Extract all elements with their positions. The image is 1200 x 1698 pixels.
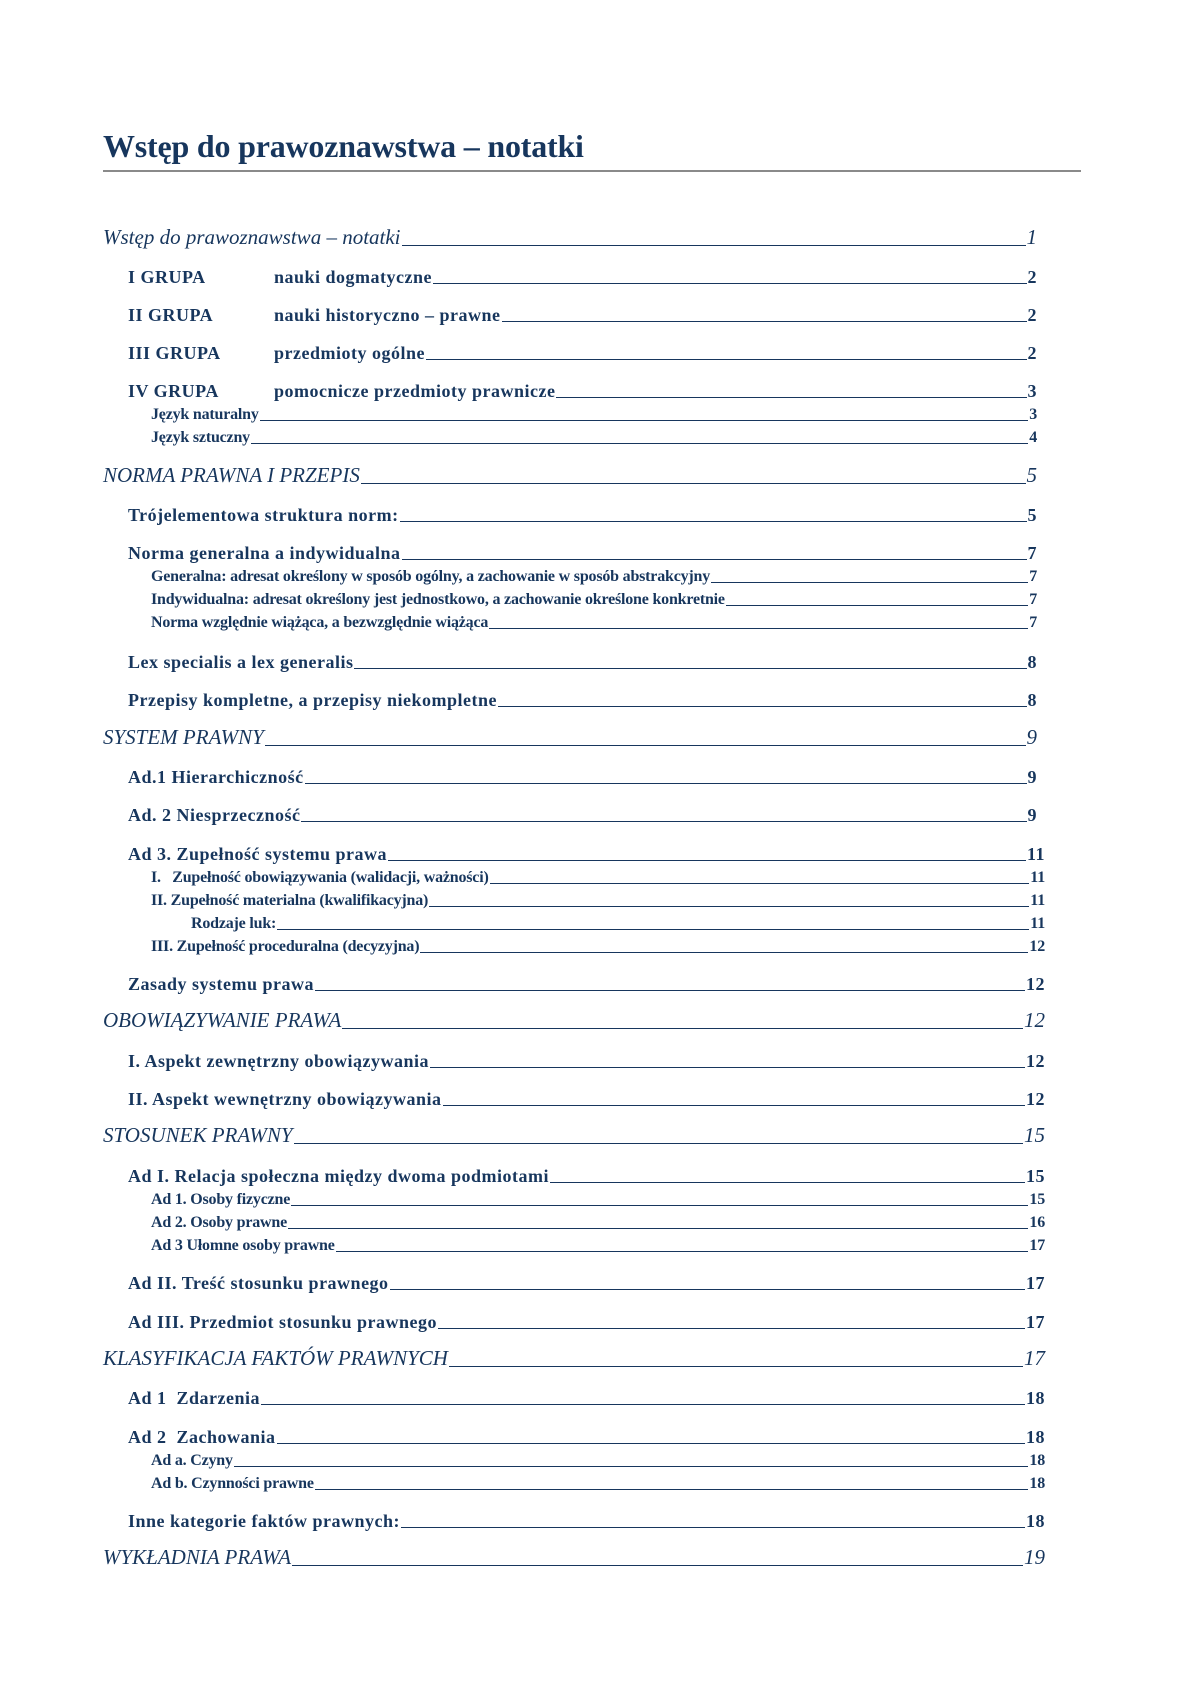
toc-leader-line (260, 420, 1029, 421)
toc-entry-label: Ad a. Czyny (151, 1452, 233, 1469)
toc-entry-label: Ad.1 Hierarchiczność (128, 767, 304, 787)
toc-leader-line (430, 1067, 1025, 1068)
toc-entry[interactable] (151, 1192, 1045, 1208)
toc-entry[interactable] (103, 1125, 1045, 1146)
toc-leader-line (711, 582, 1028, 583)
toc-entry-label: Ad 3. Zupełność systemu prawa (128, 844, 388, 864)
toc-page-number: 2 (1027, 267, 1037, 287)
toc-entry-label: Ad. 2 Niesprzeczność (128, 805, 301, 825)
toc-entry-label: WYKŁADNIA PRAWA (103, 1545, 292, 1569)
toc-page-number: 11 (1030, 892, 1045, 909)
toc-leader-line (294, 1143, 1023, 1144)
toc-leader-line (433, 283, 1026, 284)
toc-page-number: 2 (1027, 305, 1037, 325)
toc-leader-line (429, 906, 1029, 907)
toc-entry[interactable] (128, 268, 1037, 286)
toc-entry-label: STOSUNEK PRAWNY (103, 1123, 293, 1147)
toc-page-number: 19 (1024, 1545, 1045, 1569)
toc-entry[interactable] (151, 430, 1037, 446)
toc-page-number: 8 (1027, 652, 1037, 672)
toc-page-number: 4 (1029, 429, 1037, 446)
toc-page-number: 18 (1026, 1388, 1045, 1408)
toc-entry[interactable] (128, 1167, 1045, 1185)
toc-entry[interactable] (151, 592, 1037, 608)
toc-entry[interactable] (128, 653, 1037, 671)
toc-entry-label: Inne kategorie faktów prawnych: (128, 1511, 400, 1531)
toc-entry-label: Wstęp do prawoznawstwa – notatki (103, 225, 401, 249)
toc-entry[interactable] (128, 1428, 1045, 1446)
toc-entry-label (128, 306, 501, 324)
toc-page-number: 7 (1029, 614, 1037, 631)
toc-page-number: 11 (1026, 844, 1045, 864)
toc-entry[interactable] (128, 691, 1037, 709)
toc-entry[interactable] (151, 407, 1037, 423)
toc-entry[interactable] (128, 845, 1045, 863)
toc-entry[interactable] (103, 1010, 1045, 1031)
toc-entry[interactable] (128, 1512, 1045, 1530)
toc-leader-line (402, 559, 1027, 560)
toc-page-number: 9 (1026, 725, 1037, 749)
toc-entry[interactable] (128, 506, 1037, 524)
toc-entry-label: SYSTEM PRAWNY (103, 725, 264, 749)
toc-leader-line (438, 1328, 1025, 1329)
toc-entry[interactable] (103, 465, 1037, 486)
toc-page-number: 7 (1029, 568, 1037, 585)
toc-page-number: 12 (1024, 1008, 1045, 1032)
toc-leader-line (426, 359, 1027, 360)
toc-leader-line (490, 883, 1030, 884)
toc-leader-line (401, 1527, 1025, 1528)
toc-leader-line (420, 952, 1028, 953)
toc-entry-label: Generalna: adresat określony w sposób ogólny, a zachowanie w sposób abstrakcyjny (151, 568, 711, 585)
toc-entry-label: Norma względnie wiążąca, a bezwzględnie wiążąca (151, 614, 489, 631)
toc-page-number: 16 (1029, 1214, 1045, 1231)
toc-entry-label: NORMA PRAWNA I PRZEPIS (103, 463, 360, 487)
toc-entry-label: Ad II. Treść stosunku prawnego (128, 1273, 389, 1293)
toc-entry[interactable] (128, 1052, 1045, 1070)
toc-leader-line (726, 605, 1028, 606)
toc-page-number: 12 (1026, 974, 1045, 994)
toc-leader-line (502, 321, 1027, 322)
toc-entry[interactable] (128, 768, 1037, 786)
toc-entry-label (128, 382, 555, 400)
toc-entry[interactable] (103, 227, 1037, 248)
toc-page-number: 7 (1029, 591, 1037, 608)
toc-page-number: 17 (1029, 1237, 1045, 1254)
toc-page-number: 11 (1030, 915, 1045, 932)
toc-entry-text: przedmioty ogólne (274, 343, 425, 363)
toc-entry[interactable] (128, 806, 1037, 824)
toc-entry-label: I. Zupełność obowiązywania (walidacji, ważności) (151, 869, 489, 886)
toc-leader-line (556, 397, 1026, 398)
toc-entry-label: II. Zupełność materialna (kwalifikacyjna) (151, 892, 429, 909)
toc-page-number: 18 (1026, 1511, 1045, 1531)
toc-entry[interactable] (128, 344, 1037, 362)
toc-entry[interactable] (151, 870, 1045, 886)
toc-entry-label: III. Zupełność proceduralna (decyzyjna) (151, 938, 420, 955)
toc-leader-line (342, 1028, 1023, 1029)
toc-entry-label: Indywidualna: adresat określony jest jednostkowo, a zachowanie określone konkretnie (151, 591, 725, 608)
toc-entry[interactable] (103, 1348, 1045, 1369)
toc-entry-text: pomocnicze przedmioty prawnicze (274, 381, 556, 401)
toc-entry-prefix: I GRUPA (128, 267, 206, 287)
toc-page-number: 17 (1024, 1346, 1045, 1370)
toc-page-number: 17 (1026, 1312, 1045, 1332)
toc-page-number: 8 (1027, 690, 1037, 710)
toc-entry[interactable] (128, 1274, 1045, 1292)
toc-page-number: 12 (1026, 1089, 1045, 1109)
toc-entry[interactable] (151, 615, 1037, 631)
toc-entry-label: Trójelementowa struktura norm: (128, 505, 399, 525)
toc-entry-label: Rodzaje luk: (191, 915, 277, 932)
toc-entry[interactable] (128, 544, 1037, 562)
toc-entry[interactable] (128, 1090, 1045, 1108)
toc-page-number: 9 (1027, 805, 1037, 825)
toc-entry[interactable] (151, 1215, 1045, 1231)
toc-entry-label: Język sztuczny (151, 429, 250, 446)
toc-leader-line (390, 1289, 1025, 1290)
toc-leader-line (277, 1443, 1025, 1444)
toc-page-number: 12 (1026, 1051, 1045, 1071)
toc-leader-line (443, 1105, 1025, 1106)
toc-page-number: 18 (1026, 1427, 1045, 1447)
toc-entry-label: Ad 2 Zachowania (128, 1427, 276, 1447)
toc-page-number: 2 (1027, 343, 1037, 363)
toc-leader-line (261, 1404, 1025, 1405)
toc-entry-label: Zasady systemu prawa (128, 974, 315, 994)
toc-entry[interactable] (128, 382, 1037, 400)
toc-entry-label: KLASYFIKACJA FAKTÓW PRAWNYCH (103, 1346, 448, 1370)
toc-leader-line (449, 1366, 1023, 1367)
toc-entry[interactable] (103, 727, 1037, 748)
toc-entry-label: Ad 1 Zdarzenia (128, 1388, 261, 1408)
toc-leader-line (361, 483, 1026, 484)
toc-page-number: 9 (1027, 767, 1037, 787)
toc-leader-line (498, 706, 1027, 707)
toc-entry-label: Norma generalna a indywidualna (128, 543, 401, 563)
toc-entry-label: Ad b. Czynności prawne (151, 1475, 314, 1492)
toc-leader-line (315, 990, 1025, 991)
toc-leader-line (402, 245, 1026, 246)
toc-entry-prefix: II GRUPA (128, 305, 214, 325)
toc-page-number: 17 (1026, 1273, 1045, 1293)
toc-entry-label: Język naturalny (151, 406, 259, 423)
toc-leader-line (291, 1205, 1028, 1206)
toc-leader-line (265, 745, 1026, 746)
toc-entry[interactable] (128, 975, 1045, 993)
toc-entry-label: Ad I. Relacja społeczna między dwoma podmiotami (128, 1166, 549, 1186)
toc-entry[interactable] (151, 1476, 1045, 1492)
toc-leader-line (277, 929, 1029, 930)
toc-page-number: 7 (1027, 543, 1037, 563)
toc-entry-text: nauki historyczno – prawne (274, 305, 501, 325)
toc-entry[interactable] (151, 569, 1037, 585)
toc-entry-label: Lex specialis a lex generalis (128, 652, 354, 672)
toc-entry[interactable] (151, 893, 1045, 909)
toc-page-number: 18 (1029, 1452, 1045, 1469)
toc-entry-label: Przepisy kompletne, a przepisy niekompletne (128, 690, 497, 710)
toc-entry[interactable] (151, 1238, 1045, 1254)
toc-leader-line (388, 860, 1026, 861)
toc-entry-label: Ad 3 Ułomne osoby prawne (151, 1237, 335, 1254)
toc-leader-line (336, 1251, 1029, 1252)
toc-entry-label: II. Aspekt wewnętrzny obowiązywania (128, 1089, 442, 1109)
toc-page-number: 18 (1029, 1475, 1045, 1492)
toc-entry[interactable] (151, 939, 1045, 955)
toc-entry-text: nauki dogmatyczne (274, 267, 433, 287)
toc-entry-label: Ad III. Przedmiot stosunku prawnego (128, 1312, 438, 1332)
toc-entry-prefix: IV GRUPA (128, 381, 219, 401)
toc-leader-line (354, 668, 1026, 669)
toc-leader-line (288, 1228, 1028, 1229)
toc-entry[interactable] (191, 916, 1045, 932)
toc-page-number: 3 (1029, 406, 1037, 423)
toc-leader-line (305, 783, 1027, 784)
toc-leader-line (292, 1565, 1023, 1566)
toc-leader-line (550, 1182, 1025, 1183)
toc-entry-label: OBOWIĄZYWANIE PRAWA (103, 1008, 342, 1032)
toc-entry[interactable] (151, 1453, 1045, 1469)
toc-entry[interactable] (128, 1313, 1045, 1331)
toc-leader-line (400, 521, 1027, 522)
toc-page-number: 3 (1027, 381, 1037, 401)
toc-page-number: 12 (1029, 938, 1045, 955)
toc-entry[interactable] (103, 1547, 1045, 1568)
toc-entry[interactable] (128, 306, 1037, 324)
toc-page-number: 1 (1026, 225, 1037, 249)
toc-leader-line (251, 443, 1028, 444)
toc-page-number: 11 (1030, 869, 1045, 886)
toc-page-number: 15 (1029, 1191, 1045, 1208)
toc-leader-line (234, 1466, 1029, 1467)
toc-page-number: 5 (1027, 505, 1037, 525)
toc-entry-label: I. Aspekt zewnętrzny obowiązywania (128, 1051, 429, 1071)
document-title: Wstęp do prawoznawstwa – notatki (103, 128, 584, 164)
toc-leader-line (301, 821, 1026, 822)
toc-leader-line (489, 628, 1028, 629)
toc-entry-label (128, 268, 432, 286)
toc-entry-label: Ad 1. Osoby fizyczne (151, 1191, 291, 1208)
toc-entry[interactable] (128, 1389, 1045, 1407)
toc-leader-line (315, 1489, 1029, 1490)
toc-entry-prefix: III GRUPA (128, 343, 221, 363)
toc-page-number: 5 (1026, 463, 1037, 487)
toc-entry-label (128, 344, 425, 362)
toc-entry-label: Ad 2. Osoby prawne (151, 1214, 287, 1231)
toc-page-number: 15 (1026, 1166, 1045, 1186)
toc-page-number: 15 (1024, 1123, 1045, 1147)
